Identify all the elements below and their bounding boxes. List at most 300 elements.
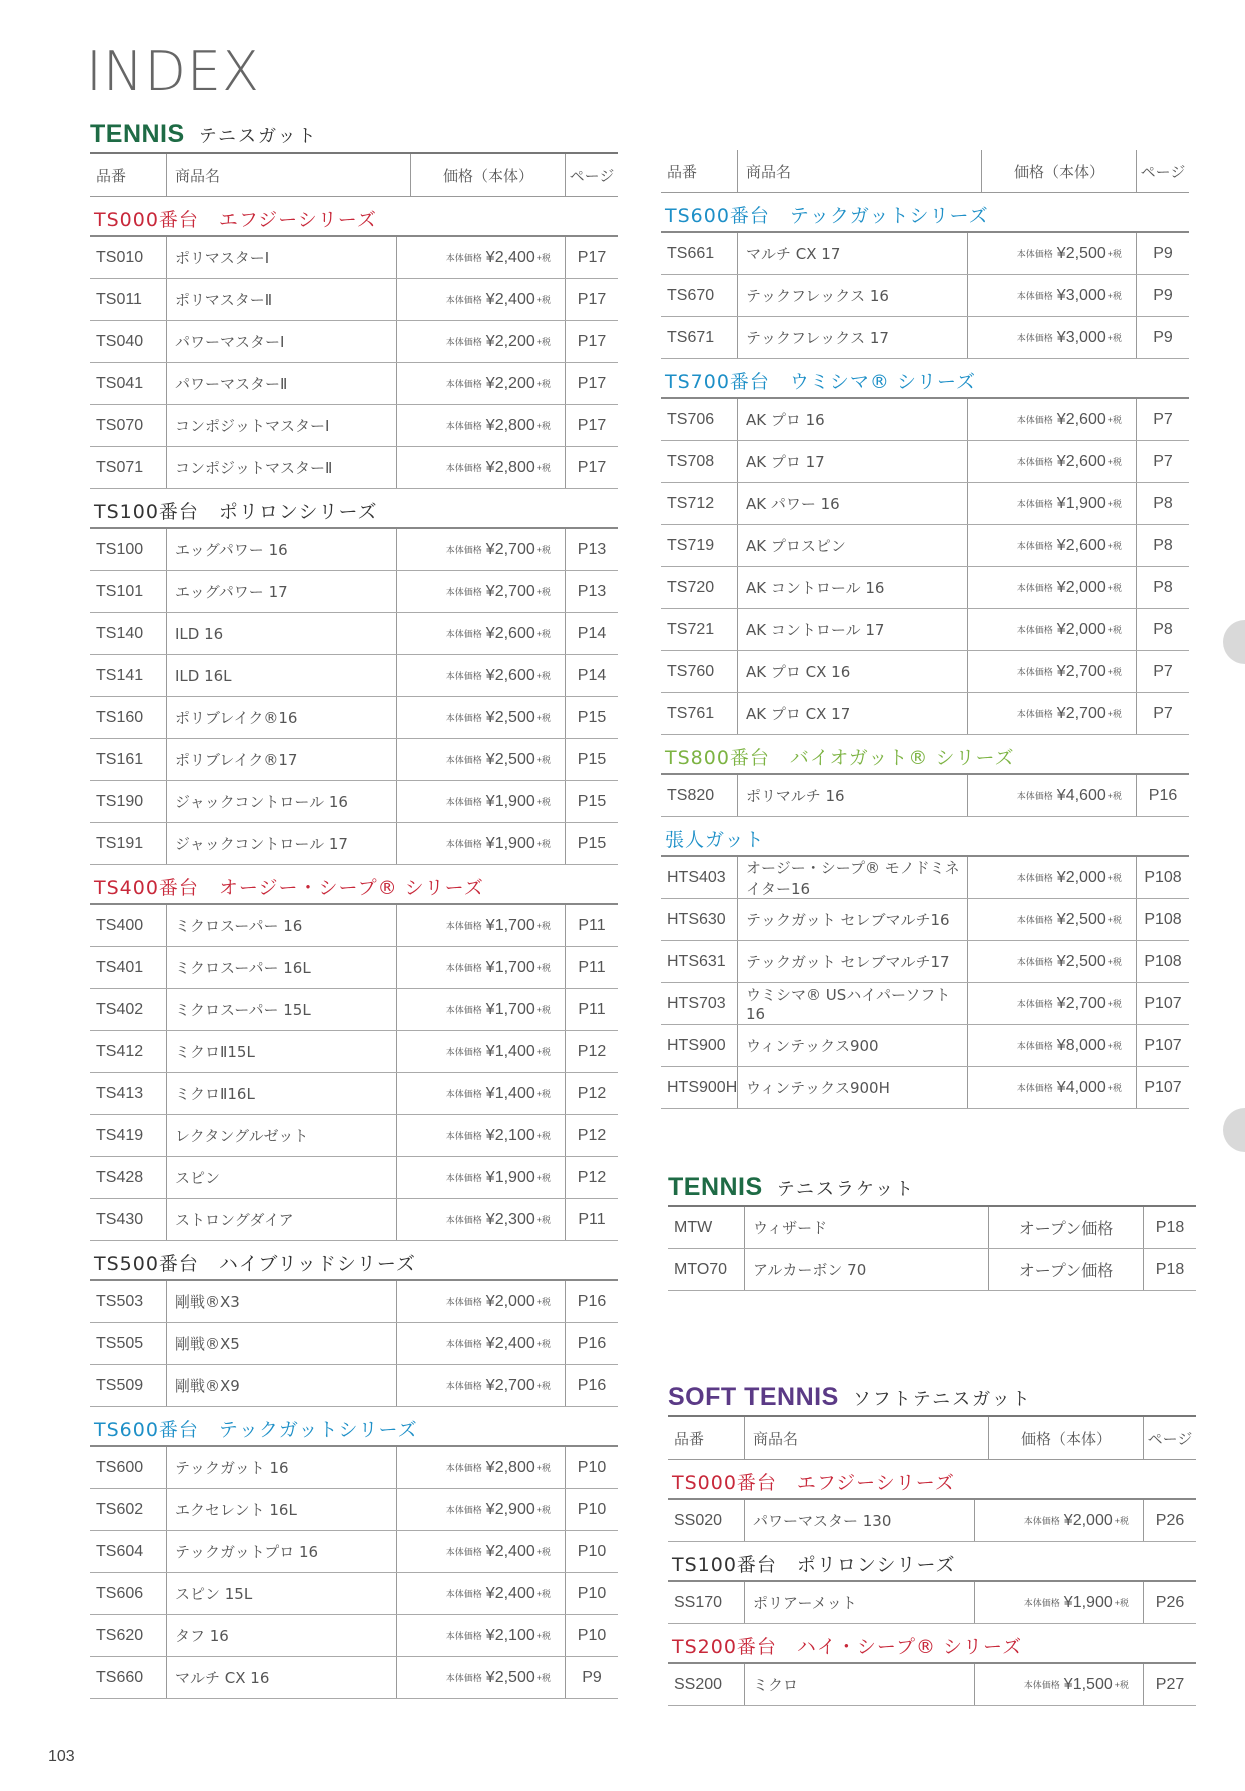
product-name: ILD 16L — [166, 655, 396, 696]
price-value: ¥3,000 — [1056, 328, 1106, 346]
product-name: レクタングルゼット — [166, 1115, 396, 1156]
product-name: AK プロ 16 — [737, 399, 967, 440]
price-prefix: 本体価格 — [445, 1673, 482, 1683]
price-value: ¥2,400 — [485, 248, 535, 266]
product-name: AK プロスピン — [737, 525, 967, 566]
product-name: パワーマスター 130 — [744, 1500, 974, 1541]
price-value: ¥2,700 — [485, 582, 535, 600]
product-name: ミクロⅡ16L — [166, 1073, 396, 1114]
price-prefix: 本体価格 — [445, 1089, 482, 1099]
price-suffix: +税 — [536, 1089, 551, 1099]
page-title: INDEX — [86, 40, 261, 103]
product-name: テックガットプロ 16 — [166, 1531, 396, 1572]
table-row — [668, 1582, 1196, 1624]
price-prefix: 本体価格 — [1016, 667, 1053, 677]
product-price — [967, 525, 1136, 566]
product-name: テックフレックス 16 — [737, 275, 967, 316]
product-price — [396, 1199, 565, 1240]
table-row — [90, 529, 618, 571]
product-code: SS200 — [674, 1675, 723, 1693]
table-header — [668, 1417, 1196, 1460]
series-heading: TS200番台 ハイ・シープ® シリーズ — [668, 1624, 1196, 1664]
price-value: ¥2,100 — [485, 1126, 535, 1144]
product-code: TS190 — [96, 792, 144, 810]
product-price — [967, 399, 1136, 440]
product-page: P15 — [565, 739, 618, 780]
series-heading: TS800番台 バイオガット® シリーズ — [661, 735, 1189, 775]
price-prefix: 本体価格 — [445, 1297, 482, 1307]
table-row — [661, 941, 1189, 983]
product-code: HTS703 — [667, 994, 726, 1012]
price-value: ¥1,900 — [485, 834, 535, 852]
price-value: ¥2,800 — [485, 416, 535, 434]
product-code: HTS631 — [667, 952, 726, 970]
price-suffix: +税 — [536, 629, 551, 639]
product-name: ストロングダイア — [166, 1199, 396, 1240]
price-value: ¥2,200 — [485, 374, 535, 392]
product-code: TS040 — [96, 332, 144, 350]
product-code: TS400 — [96, 916, 144, 934]
soft-tennis-heading — [668, 1383, 1196, 1417]
product-price — [988, 1249, 1143, 1290]
product-page: P11 — [565, 947, 618, 988]
right-product-groups — [661, 193, 1189, 1109]
header-code: 品番 — [674, 1429, 705, 1448]
table-row — [90, 1073, 618, 1115]
product-name: オージー・シープ® モノドミネイター16 — [737, 857, 967, 898]
header-code: 品番 — [667, 162, 698, 181]
tennis-gut-heading — [90, 120, 618, 154]
price-suffix: +税 — [536, 1173, 551, 1183]
series-heading: TS100番台 ポリロンシリーズ — [90, 489, 618, 529]
product-name: エッグパワー 17 — [166, 571, 396, 612]
product-page: P107 — [1136, 983, 1189, 1024]
product-code: TS011 — [96, 290, 142, 308]
product-name: 剛戦®X9 — [166, 1365, 396, 1406]
product-price — [396, 1073, 565, 1114]
product-code: MTW — [674, 1218, 713, 1236]
product-page: P16 — [565, 1323, 618, 1364]
product-code: HTS630 — [667, 910, 726, 928]
tennis-racket-subtitle: テニスラケット — [776, 1179, 916, 1200]
product-page: P12 — [565, 1031, 618, 1072]
price-value: ¥2,300 — [485, 1210, 535, 1228]
price-suffix: +税 — [1114, 1680, 1129, 1690]
product-name: ミクロスーパー 16 — [166, 905, 396, 946]
soft-tennis-section — [668, 1383, 1196, 1706]
price-value: ¥1,400 — [485, 1042, 535, 1060]
product-price — [396, 1281, 565, 1322]
price-suffix: +税 — [536, 253, 551, 263]
product-price — [396, 1615, 565, 1656]
product-price — [974, 1664, 1143, 1705]
price-value: ¥2,700 — [1056, 704, 1106, 722]
table-row — [90, 571, 618, 613]
price-suffix: +税 — [1107, 1041, 1122, 1051]
product-page: P10 — [565, 1489, 618, 1530]
header-name: 商品名 — [744, 1417, 988, 1459]
price-value: ¥2,400 — [485, 1334, 535, 1352]
product-page: P8 — [1136, 567, 1189, 608]
price-suffix: +税 — [1107, 499, 1122, 509]
product-code: TS509 — [96, 1376, 144, 1394]
product-name: ジャックコントロール 17 — [166, 823, 396, 864]
product-name: マルチ CX 17 — [737, 233, 967, 274]
price-suffix: +税 — [536, 1505, 551, 1515]
price-suffix: +税 — [1107, 709, 1122, 719]
product-page: P17 — [565, 363, 618, 404]
header-name: 商品名 — [737, 150, 981, 192]
product-page: P10 — [565, 1447, 618, 1488]
product-code: TS412 — [96, 1042, 144, 1060]
price-prefix: 本体価格 — [445, 1047, 482, 1057]
price-suffix: +税 — [536, 1339, 551, 1349]
product-code: TS419 — [96, 1126, 144, 1144]
product-name: スピン 15L — [166, 1573, 396, 1614]
tennis-gut-right-column — [661, 150, 1189, 1109]
product-name: ポリマスターⅡ — [166, 279, 396, 320]
table-row — [661, 693, 1189, 735]
product-code: SS170 — [674, 1593, 723, 1611]
price-prefix: 本体価格 — [445, 463, 482, 473]
product-code: TS161 — [96, 750, 144, 768]
price-prefix: 本体価格 — [445, 713, 482, 723]
product-price — [396, 655, 565, 696]
binder-hole — [1223, 1108, 1245, 1152]
product-name: ポリマスターⅠ — [166, 237, 396, 278]
price-suffix: +税 — [536, 963, 551, 973]
price-prefix: 本体価格 — [1023, 1516, 1060, 1526]
price-suffix: +税 — [536, 1673, 551, 1683]
price-suffix: +税 — [1107, 583, 1122, 593]
product-page: P13 — [565, 529, 618, 570]
price-value: ¥1,700 — [485, 1000, 535, 1018]
product-price — [967, 941, 1136, 982]
table-row — [661, 775, 1189, 817]
product-page: P16 — [1136, 775, 1189, 816]
price-prefix: 本体価格 — [1023, 1680, 1060, 1690]
product-price — [967, 567, 1136, 608]
product-code: TS413 — [96, 1084, 144, 1102]
product-page: P13 — [565, 571, 618, 612]
table-row — [661, 567, 1189, 609]
price-prefix: 本体価格 — [445, 629, 482, 639]
price-suffix: +税 — [536, 463, 551, 473]
price-suffix: +税 — [1107, 1083, 1122, 1093]
product-name: AK コントロール 16 — [737, 567, 967, 608]
price-prefix: 本体価格 — [1016, 333, 1053, 343]
product-page: P12 — [565, 1115, 618, 1156]
price-prefix: 本体価格 — [1016, 915, 1053, 925]
price-value: ¥2,500 — [485, 750, 535, 768]
table-row — [90, 1447, 618, 1489]
series-heading: TS400番台 オージー・シープ® シリーズ — [90, 865, 618, 905]
product-name: ミクロスーパー 16L — [166, 947, 396, 988]
table-row — [90, 989, 618, 1031]
table-row — [90, 613, 618, 655]
price-value: ¥2,700 — [1056, 662, 1106, 680]
table-row — [661, 899, 1189, 941]
product-name: ミクロ — [744, 1664, 974, 1705]
price-value: ¥2,900 — [485, 1500, 535, 1518]
table-row — [661, 857, 1189, 899]
product-name: AK コントロール 17 — [737, 609, 967, 650]
table-row — [661, 317, 1189, 359]
price-prefix: 本体価格 — [445, 963, 482, 973]
table-row — [90, 697, 618, 739]
table-row — [90, 405, 618, 447]
price-value: ¥2,600 — [485, 666, 535, 684]
product-price — [396, 1657, 565, 1698]
table-row — [661, 275, 1189, 317]
product-page: P15 — [565, 781, 618, 822]
price-value: ¥2,600 — [1056, 452, 1106, 470]
price-value: オープン価格 — [1018, 1221, 1114, 1238]
product-price — [396, 947, 565, 988]
price-suffix: +税 — [536, 421, 551, 431]
product-name: ミクロⅡ15L — [166, 1031, 396, 1072]
table-row — [90, 1199, 618, 1241]
product-page: P15 — [565, 823, 618, 864]
header-page: ページ — [1143, 1417, 1196, 1459]
series-heading: TS100番台 ポリロンシリーズ — [668, 1542, 1196, 1582]
tennis-gut-left-column — [90, 120, 618, 1699]
product-code: TS401 — [96, 958, 144, 976]
table-row — [661, 609, 1189, 651]
price-prefix: 本体価格 — [445, 839, 482, 849]
product-code: SS020 — [674, 1511, 723, 1529]
header-price: 価格（本体） — [988, 1417, 1143, 1459]
product-page: P107 — [1136, 1067, 1189, 1108]
price-value: ¥2,000 — [1056, 578, 1106, 596]
price-suffix: +税 — [536, 755, 551, 765]
price-value: ¥2,200 — [485, 332, 535, 350]
product-page: P12 — [565, 1073, 618, 1114]
product-code: TS602 — [96, 1500, 144, 1518]
product-page: P9 — [1136, 233, 1189, 274]
product-name: AK パワー 16 — [737, 483, 967, 524]
product-name: 剛戦®X5 — [166, 1323, 396, 1364]
table-row — [90, 905, 618, 947]
product-page: P18 — [1143, 1207, 1196, 1248]
series-heading: TS500番台 ハイブリッドシリーズ — [90, 1241, 618, 1281]
product-code: TS428 — [96, 1168, 144, 1186]
price-prefix: 本体価格 — [445, 379, 482, 389]
product-name: エクセレント 16L — [166, 1489, 396, 1530]
header-price: 価格（本体） — [981, 150, 1136, 192]
product-page: P15 — [565, 697, 618, 738]
product-name: AK プロ CX 16 — [737, 651, 967, 692]
product-page: P26 — [1143, 1582, 1196, 1623]
price-value: ¥4,000 — [1056, 1078, 1106, 1096]
product-name: ミクロスーパー 15L — [166, 989, 396, 1030]
product-price — [967, 857, 1136, 898]
product-page: P10 — [565, 1573, 618, 1614]
price-value: ¥1,500 — [1063, 1675, 1113, 1693]
product-price — [967, 651, 1136, 692]
table-row — [661, 399, 1189, 441]
price-prefix: 本体価格 — [1016, 415, 1053, 425]
product-name: AK プロ CX 17 — [737, 693, 967, 734]
product-page: P108 — [1136, 941, 1189, 982]
price-prefix: 本体価格 — [1016, 709, 1053, 719]
product-name: ポリマルチ 16 — [737, 775, 967, 816]
product-code: TS505 — [96, 1334, 144, 1352]
price-value: ¥2,100 — [485, 1626, 535, 1644]
product-price — [967, 441, 1136, 482]
price-suffix: +税 — [536, 1005, 551, 1015]
product-code: HTS900 — [667, 1036, 726, 1054]
price-prefix: 本体価格 — [445, 671, 482, 681]
price-prefix: 本体価格 — [445, 1631, 482, 1641]
product-page: P11 — [565, 989, 618, 1030]
product-price — [396, 1115, 565, 1156]
price-prefix: 本体価格 — [445, 587, 482, 597]
product-name: ウィンテックス900H — [737, 1067, 967, 1108]
header-name: 商品名 — [166, 154, 410, 196]
product-code: TS100 — [96, 540, 144, 558]
price-prefix: 本体価格 — [445, 545, 482, 555]
product-name: エッグパワー 16 — [166, 529, 396, 570]
price-value: ¥2,500 — [485, 708, 535, 726]
product-price — [396, 739, 565, 780]
product-price — [396, 1489, 565, 1530]
product-name: テックガット 16 — [166, 1447, 396, 1488]
table-row — [90, 739, 618, 781]
product-price — [967, 483, 1136, 524]
product-name: スピン — [166, 1157, 396, 1198]
price-suffix: +税 — [536, 1631, 551, 1641]
table-header — [90, 154, 618, 197]
product-price — [396, 823, 565, 864]
product-price — [396, 405, 565, 446]
product-code: TS760 — [667, 662, 715, 680]
product-page: P7 — [1136, 693, 1189, 734]
product-page: P107 — [1136, 1025, 1189, 1066]
price-prefix: 本体価格 — [445, 1131, 482, 1141]
price-prefix: 本体価格 — [445, 921, 482, 931]
product-price — [967, 899, 1136, 940]
product-code: TS670 — [667, 286, 715, 304]
soft-tennis-subtitle: ソフトテニスガット — [852, 1389, 1032, 1410]
price-value: ¥2,500 — [485, 1668, 535, 1686]
price-value: ¥2,000 — [485, 1292, 535, 1310]
product-code: TS101 — [96, 582, 144, 600]
product-price — [396, 529, 565, 570]
product-price — [988, 1207, 1143, 1248]
price-suffix: +税 — [1107, 457, 1122, 467]
table-row — [90, 947, 618, 989]
table-row — [90, 1281, 618, 1323]
product-price — [396, 1447, 565, 1488]
price-suffix: +税 — [1107, 333, 1122, 343]
price-value: ¥2,000 — [1063, 1511, 1113, 1529]
product-page: P12 — [565, 1157, 618, 1198]
product-price — [396, 1157, 565, 1198]
product-page: P17 — [565, 405, 618, 446]
product-price — [967, 775, 1136, 816]
product-price — [967, 693, 1136, 734]
price-prefix: 本体価格 — [445, 1547, 482, 1557]
product-name: パワーマスターⅡ — [166, 363, 396, 404]
price-prefix: 本体価格 — [1016, 1083, 1053, 1093]
table-row — [90, 823, 618, 865]
product-page: P7 — [1136, 651, 1189, 692]
product-page: P27 — [1143, 1664, 1196, 1705]
table-row — [90, 1157, 618, 1199]
product-page: P16 — [565, 1281, 618, 1322]
table-row — [668, 1207, 1196, 1249]
product-code: TS160 — [96, 708, 144, 726]
product-page: P11 — [565, 905, 618, 946]
table-row — [90, 1489, 618, 1531]
product-price — [396, 447, 565, 488]
product-name: ポリブレイク®16 — [166, 697, 396, 738]
product-price — [396, 237, 565, 278]
product-page: P16 — [565, 1365, 618, 1406]
price-prefix: 本体価格 — [445, 1215, 482, 1225]
product-price — [396, 1031, 565, 1072]
product-code: TS720 — [667, 578, 715, 596]
product-price — [974, 1582, 1143, 1623]
product-page: P8 — [1136, 483, 1189, 524]
price-prefix: 本体価格 — [1016, 999, 1053, 1009]
table-row — [90, 1573, 618, 1615]
product-code: TS140 — [96, 624, 144, 642]
product-price — [396, 905, 565, 946]
product-name: ポリアーメット — [744, 1582, 974, 1623]
price-prefix: 本体価格 — [445, 295, 482, 305]
product-code: TS706 — [667, 410, 715, 428]
product-page: P108 — [1136, 857, 1189, 898]
product-code: TS660 — [96, 1668, 144, 1686]
price-prefix: 本体価格 — [445, 797, 482, 807]
price-value: ¥4,600 — [1056, 786, 1106, 804]
product-code: TS606 — [96, 1584, 144, 1602]
price-suffix: +税 — [536, 587, 551, 597]
price-suffix: +税 — [1107, 667, 1122, 677]
product-code: TS070 — [96, 416, 144, 434]
product-code: TS719 — [667, 536, 715, 554]
price-prefix: 本体価格 — [1016, 873, 1053, 883]
price-prefix: 本体価格 — [445, 755, 482, 765]
price-value: ¥1,900 — [485, 792, 535, 810]
product-code: TS661 — [667, 244, 715, 262]
product-code: TS141 — [96, 666, 144, 684]
product-name: ウィザード — [744, 1207, 988, 1248]
price-suffix: +税 — [1107, 541, 1122, 551]
price-value: ¥2,500 — [1056, 910, 1106, 928]
price-value: ¥2,600 — [1056, 536, 1106, 554]
product-name: マルチ CX 16 — [166, 1657, 396, 1698]
table-row — [668, 1249, 1196, 1291]
product-code: HTS403 — [667, 868, 726, 886]
price-suffix: +税 — [536, 797, 551, 807]
product-code: MTO70 — [674, 1260, 728, 1278]
table-row — [90, 781, 618, 823]
price-suffix: +税 — [536, 671, 551, 681]
price-value: ¥2,000 — [1056, 868, 1106, 886]
product-page: P17 — [565, 279, 618, 320]
price-prefix: 本体価格 — [1016, 541, 1053, 551]
price-suffix: +税 — [1107, 999, 1122, 1009]
price-suffix: +税 — [536, 713, 551, 723]
table-row — [90, 655, 618, 697]
product-price — [396, 989, 565, 1030]
table-row — [661, 483, 1189, 525]
price-value: ¥2,800 — [485, 1458, 535, 1476]
product-page: P17 — [565, 237, 618, 278]
